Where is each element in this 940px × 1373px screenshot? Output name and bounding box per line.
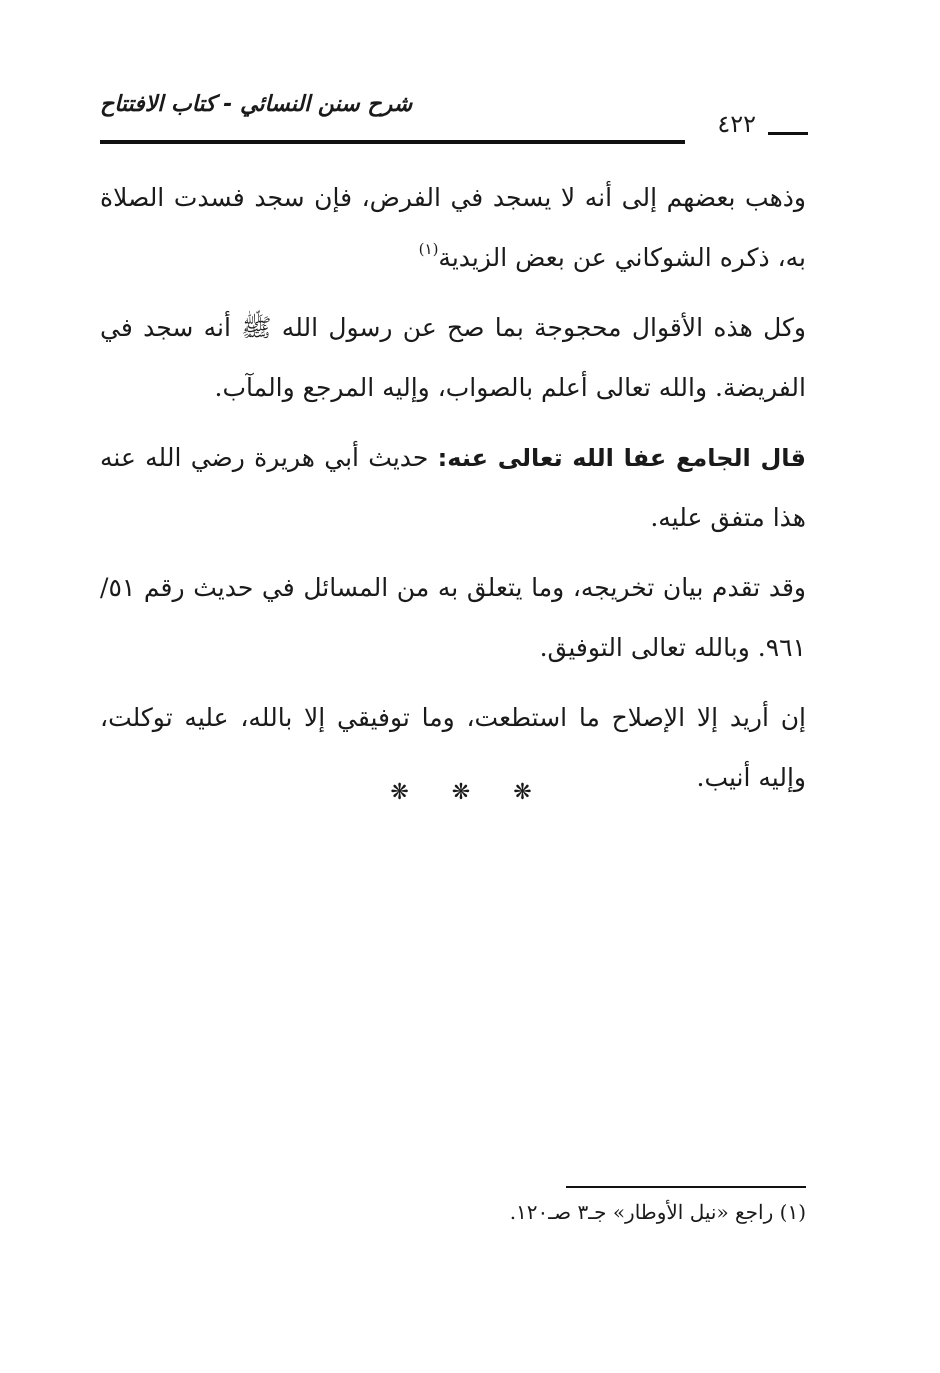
footnote-rule bbox=[566, 1186, 806, 1188]
paragraph-3-text: حديث أبي هريرة رضي الله عنه هذا متفق عليه. bbox=[100, 443, 806, 532]
page-header bbox=[100, 92, 808, 152]
paragraph-4-text: وقد تقدم بيان تخريجه، وما يتعلق به من المسائل في حديث رقم ٥١/ ٩٦١. وبالله تعالى التوفيق. bbox=[100, 573, 806, 662]
footnote-marker: (١) bbox=[418, 240, 439, 258]
paragraph-1 bbox=[100, 168, 806, 288]
header-rule bbox=[100, 140, 685, 144]
page-number-dash bbox=[768, 132, 808, 135]
paragraph-2-text: وكل هذه الأقوال محجوجة بما صح عن رسول الله ﷺ أنه سجد في الفريضة. والله تعالى أعلم بالصواب، وإليه المرجع والمآب. bbox=[100, 313, 806, 402]
paragraph-4 bbox=[100, 558, 806, 678]
paragraph-1-text: وذهب بعضهم إلى أنه لا يسجد في الفرض، فإن سجد فسدت الصلاة به، ذكره الشوكاني عن بعض الزيدية bbox=[100, 183, 806, 272]
compiler-remark-lead: قال الجامع عفا الله تعالى عنه: bbox=[437, 444, 807, 472]
section-ornament: ❋ ❋ ❋ bbox=[390, 780, 550, 805]
page-number: ٤٢٢ bbox=[717, 110, 756, 138]
paragraph-2 bbox=[100, 298, 806, 418]
paragraph-5-text: إن أريد إلا الإصلاح ما استطعت، وما توفيقي إلا بالله، عليه توكلت، وإليه أنيب. bbox=[100, 703, 806, 792]
footnote: (١) راجع «نيل الأوطار» جـ٣ صـ١٢٠. bbox=[509, 1200, 806, 1224]
main-text bbox=[100, 168, 806, 818]
running-title: شرح سنن النسائي - كتاب الافتتاح bbox=[100, 92, 413, 117]
paragraph-3 bbox=[100, 428, 806, 548]
